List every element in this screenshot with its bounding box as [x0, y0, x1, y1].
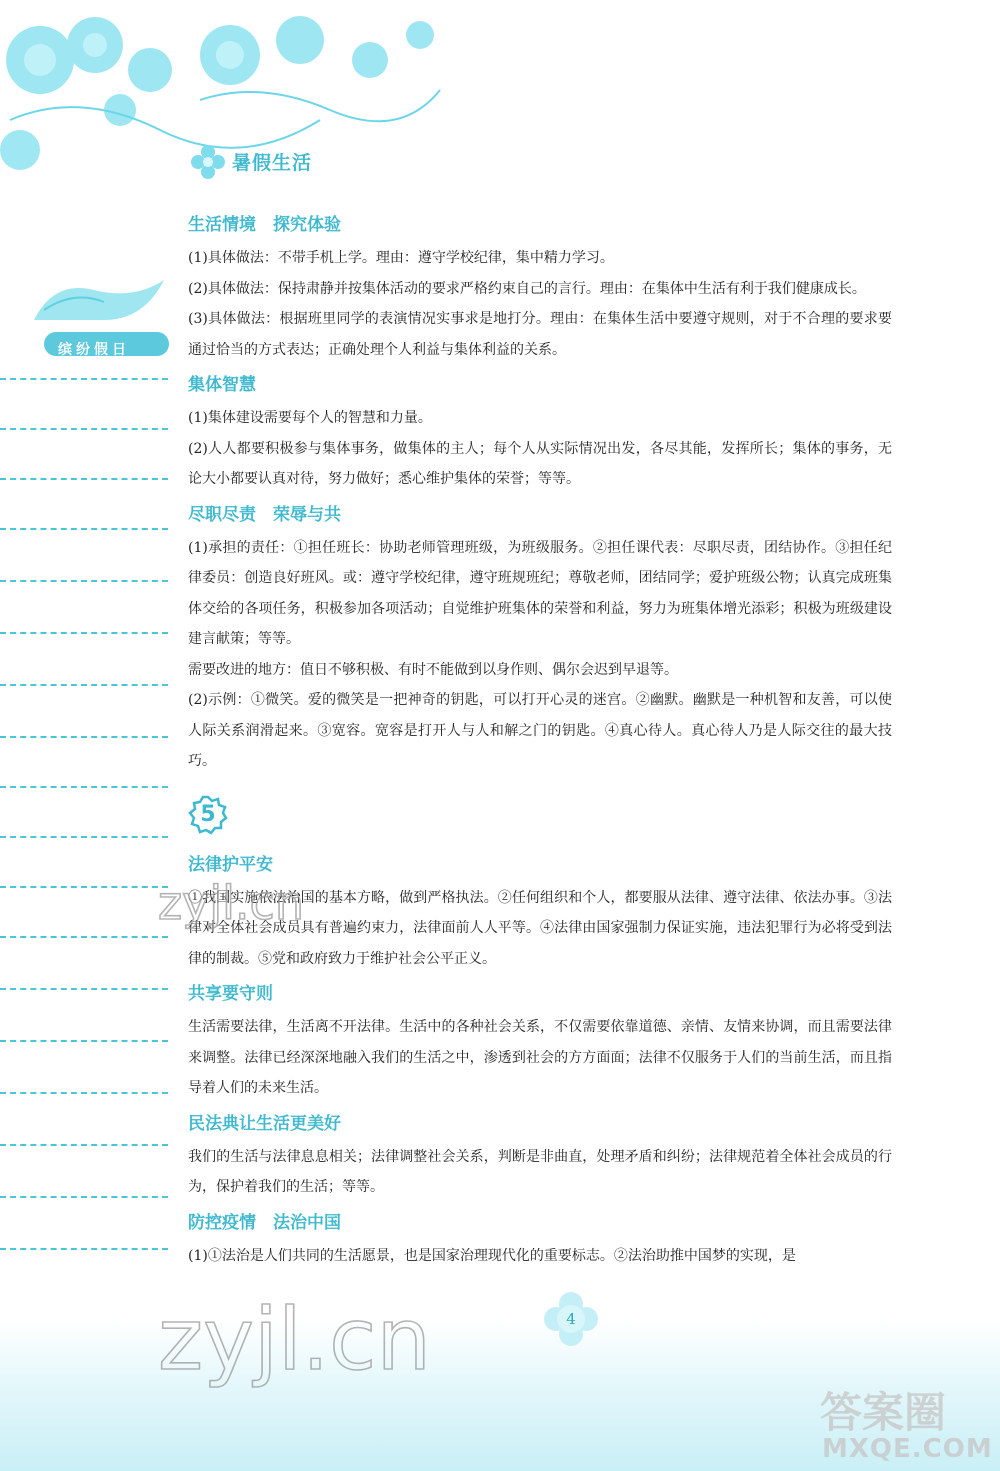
margin-line [0, 478, 168, 480]
main-content [188, 205, 892, 1271]
paragraph: 需要改进的地方：值日不够积极、有时不能做到以身作则、偶尔会迟到早退等。 [188, 661, 678, 678]
margin-line [0, 886, 168, 888]
section-title: 集体智慧 [188, 375, 256, 395]
margin-line [0, 1040, 168, 1042]
paragraph: (3)具体做法：根据班里同学的表演情况实事求是地打分。理由：在集体生活中要遵守规则，对于不合理的要求要通过恰当的方式表达；正确处理个人利益与集体利益的关系。 [188, 311, 892, 358]
section-title: 共享要守则 [188, 984, 273, 1004]
paragraph: (1)①法治是人们共同的生活愿景，也是国家治理现代化的重要标志。②法治助推中国梦的实现，是 [188, 1247, 796, 1264]
margin-line [0, 1248, 168, 1250]
section-responsibility [188, 501, 892, 777]
margin-line [0, 836, 168, 838]
page-number: 4 [566, 1310, 576, 1328]
paragraph: (1)具体做法：不带手机上学。理由：遵守学校纪律，集中精力学习。 [188, 250, 614, 266]
section-title: 民法典让生活更美好 [188, 1113, 341, 1134]
paragraph: (2)具体做法：保持肃静并按集体活动的要求严格约束自己的言行。理由：在集体中生活有利于我们健康成长。 [188, 280, 866, 297]
margin-line [0, 428, 168, 430]
section-civil-code [188, 1110, 892, 1203]
watermark-large: zyjl.cn [158, 1290, 431, 1390]
paragraph: (2)人人都要积极参与集体事务，做集体的主人；每个人从实际情况出发，各尽其能，发挥所长；集体的事务，无论大小都要认真对待，努力做好；悉心维护集体的荣誉；等等。 [188, 440, 892, 487]
section-collective-wisdom [188, 371, 892, 495]
margin-line [0, 528, 168, 530]
side-badge-label: 缤纷假日 [58, 342, 130, 358]
section-epidemic-rule-of-law [188, 1209, 892, 1272]
margin-line [0, 786, 168, 788]
margin-line [0, 632, 168, 634]
margin-line [0, 378, 168, 380]
section-title: 生活情境 探究体验 [188, 215, 341, 235]
paragraph: 生活需要法律，生活离不开法律。生活中的各种社会关系，不仅需要依靠道德、亲情、友情来协调，而且需要法律来调整。法律已经深深地融入我们的生活之中，渗透到社会的方方面面；法律不仅服务于人们的当前生活，而且指导着人们的未来生活。 [188, 1019, 892, 1096]
margin-line [0, 936, 168, 938]
floral-decoration [0, 0, 460, 200]
page-number-badge [544, 1292, 598, 1346]
watermark-corner-en: MXQE.COM [822, 1434, 993, 1464]
watermark-corner-cn: 答案圈 [820, 1388, 947, 1437]
section-title: 尽职尽责 荣辱与共 [188, 504, 341, 525]
paragraph: (2)示例：①微笑。爱的微笑是一把神奇的钥匙，可以打开心灵的迷宫。②幽默。幽默是一种机智和友善，可以使人际关系润滑起来。③宽容。宽容是打开人与人和解之门的钥匙。④真心待人。真心待人乃是人际交往的最大技巧。 [188, 692, 892, 769]
section-title: 防控疫情 法治中国 [188, 1212, 341, 1233]
section-scenario [188, 211, 892, 365]
margin-line [0, 684, 168, 686]
paragraph: ①我国实施依法治国的基本方略，做到严格执法。②任何组织和个人，都要服从法律、遵守法律、依法办事。③法律对全体社会成员具有普遍约束力，法律面前人人平等。④法律由国家强制力保证实施，违法犯罪行为必将受到法律的制裁。⑤党和政府致力于维护社会公平正义。 [188, 889, 892, 967]
section-title: 法律护平安 [188, 854, 273, 875]
margin-line [0, 736, 168, 738]
section-share-rules [188, 980, 892, 1104]
watermark-small: zyjl.cn [158, 876, 304, 930]
header-title: 暑假生活 [232, 152, 313, 174]
margin-line [0, 988, 168, 990]
paragraph: 我们的生活与法律息息相关；法律调整社会关系，判断是非曲直，处理矛盾和纠纷；法律规范着全体社会成员的行为，保护着我们的生活；等等。 [188, 1148, 892, 1195]
chapter-number: 5 [200, 801, 216, 827]
margin-line [0, 580, 168, 582]
margin-line [0, 1196, 168, 1198]
chapter-badge [188, 795, 228, 835]
paragraph: (1)承担的责任：①担任班长：协助老师管理班级，为班级服务。②担任课代表：尽职尽责，团结协作。③担任纪律委员：创造良好班风。或：遵守学校纪律，遵守班规班纪；尊敬老师，团结同学；爱护班级公物；认真完成班集体交给的各项任务，积极参加各项活动；自觉维护班集体的荣誉和利益，努力为班集体增光添彩；积极为班级建设建言献策；等等。 [188, 539, 892, 647]
flower-icon [190, 144, 226, 180]
margin-line [0, 1144, 168, 1146]
paragraph: (1)集体建设需要每个人的智慧和力量。 [188, 410, 432, 426]
margin-line [0, 1092, 168, 1094]
